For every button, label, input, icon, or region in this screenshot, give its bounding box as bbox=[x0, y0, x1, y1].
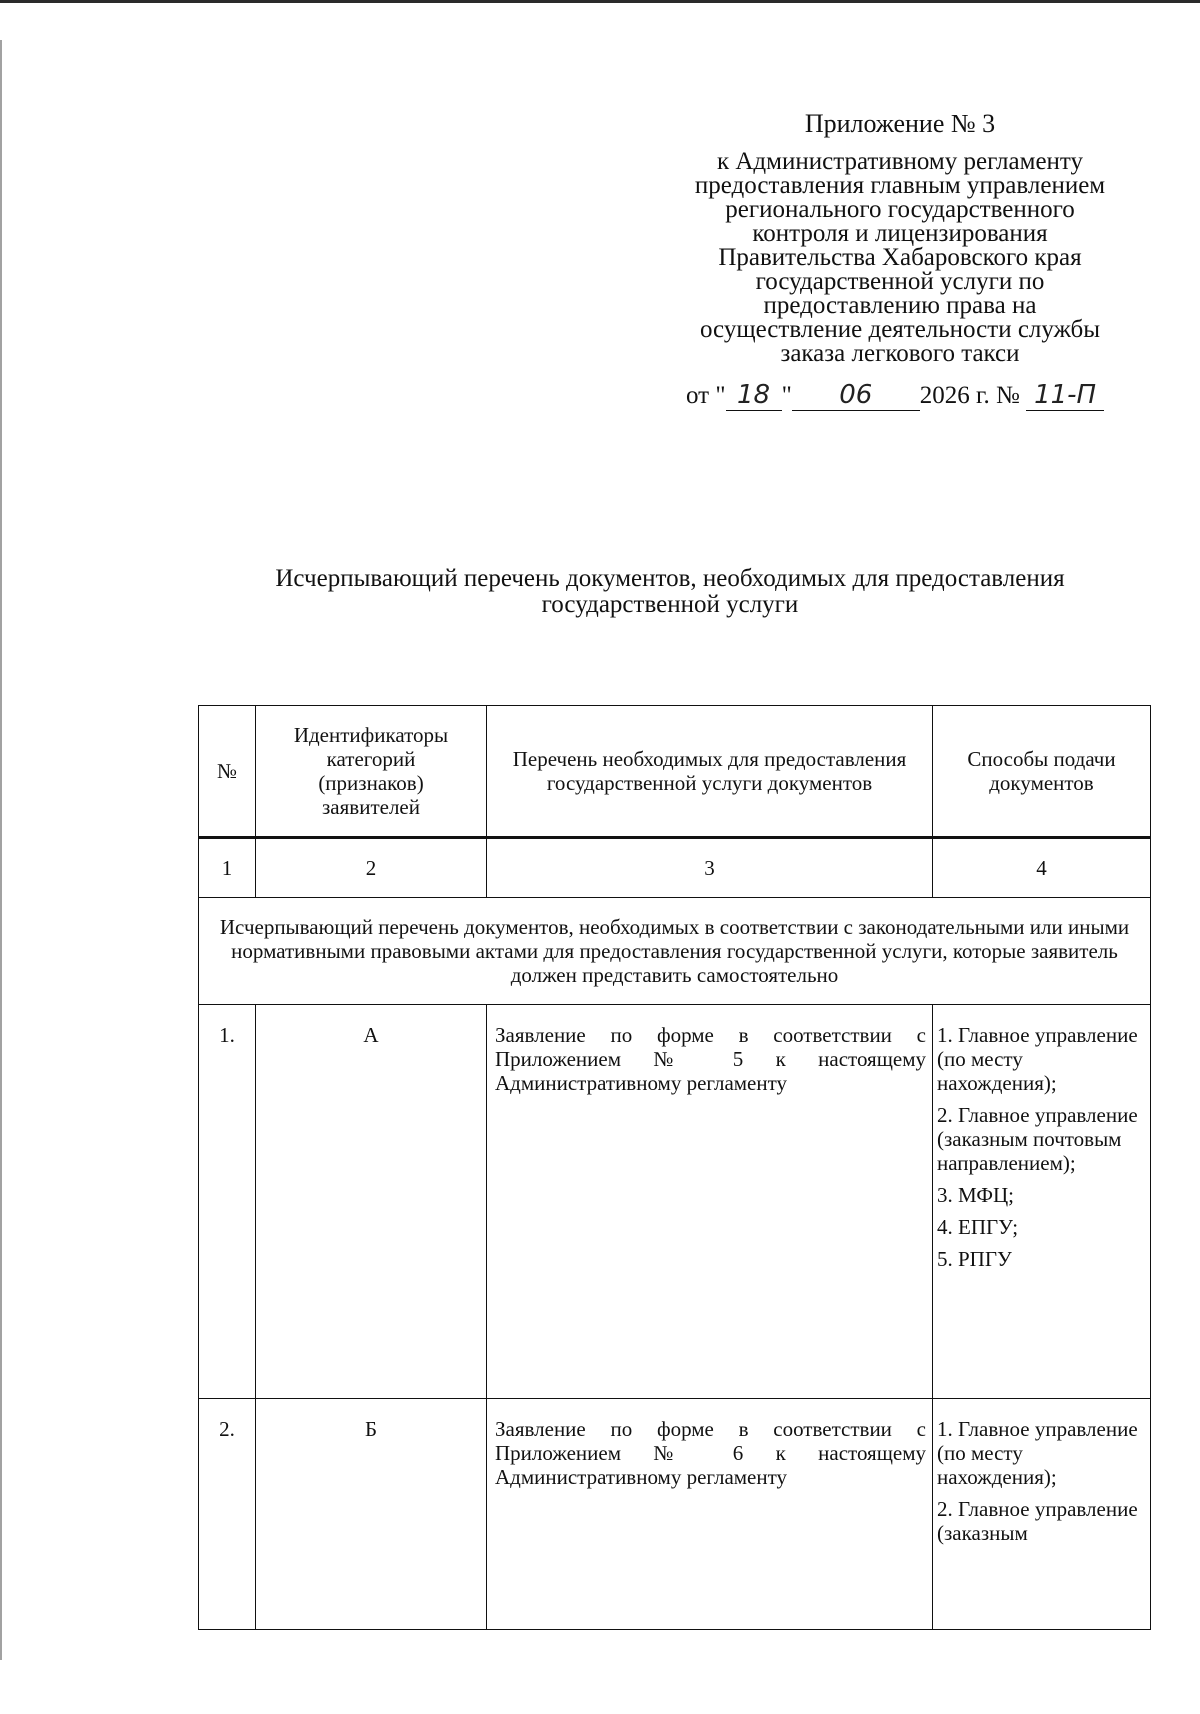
appendix-title: Приложение № 3 bbox=[804, 109, 996, 138]
row-number: 2. bbox=[199, 1399, 256, 1630]
column-number-cell: 2 bbox=[256, 838, 487, 898]
appendix-block bbox=[650, 109, 1150, 367]
date-quote: " bbox=[781, 382, 792, 409]
header-cell-number: № bbox=[199, 706, 256, 838]
appendix-date-line bbox=[686, 382, 1156, 411]
column-number-cell: 4 bbox=[933, 838, 1151, 898]
method-item: 1. Главное управление (по месту нахождения); bbox=[937, 1417, 1138, 1489]
row-document: Заявление по форме в соответствии с Приложением № 5 к настоящему Административному регламенту bbox=[487, 1005, 933, 1399]
appendix-line: к Административному регламенту bbox=[716, 148, 1084, 175]
header-cell-documents: Перечень необходимых для предоставления государственной услуги документов bbox=[487, 706, 933, 838]
heading-line-1: Исчерпывающий перечень документов, необходимых для предоставления bbox=[275, 565, 1065, 592]
header-cell-methods: Способы подачи документов bbox=[933, 706, 1151, 838]
scan-border-left bbox=[0, 40, 2, 1660]
date-year: 2026 г. № bbox=[919, 382, 1020, 409]
appendix-line: предоставлению права на bbox=[763, 292, 1037, 319]
heading-line-2: государственной услуги bbox=[541, 591, 799, 618]
row-category: Б bbox=[256, 1399, 487, 1630]
appendix-line: предоставления главным управлением bbox=[694, 172, 1106, 199]
appendix-line: контроля и лицензирования bbox=[752, 220, 1048, 247]
method-item: 3. МФЦ; bbox=[937, 1183, 1014, 1207]
method-item: 1. Главное управление (по месту нахождения); bbox=[937, 1023, 1138, 1095]
document-heading bbox=[200, 566, 1140, 618]
handwritten-month: 06 bbox=[792, 382, 920, 411]
row-category: А bbox=[256, 1005, 487, 1399]
method-item: 2. Главное управление (заказным bbox=[937, 1497, 1138, 1545]
table-row bbox=[199, 1005, 1151, 1399]
date-prefix: от " bbox=[686, 382, 726, 409]
appendix-line: регионального государственного bbox=[725, 196, 1075, 223]
row-methods bbox=[933, 1005, 1151, 1399]
table-row bbox=[199, 1399, 1151, 1630]
handwritten-number: 11-П bbox=[1026, 382, 1104, 411]
section-title-row bbox=[199, 898, 1151, 1005]
row-methods bbox=[933, 1399, 1151, 1630]
header-cell-category: Идентификаторы категорий (признаков) заявителей bbox=[256, 706, 487, 838]
method-item: 4. ЕПГУ; bbox=[937, 1215, 1019, 1239]
handwritten-day: 18 bbox=[726, 382, 782, 411]
appendix-line: заказа легкового такси bbox=[780, 340, 1020, 367]
method-item: 2. Главное управление (заказным почтовым направлением); bbox=[937, 1103, 1138, 1175]
column-number-cell: 1 bbox=[199, 838, 256, 898]
row-number: 1. bbox=[199, 1005, 256, 1399]
appendix-line: Правительства Хабаровского края bbox=[718, 244, 1082, 271]
method-item: 5. РПГУ bbox=[937, 1247, 1012, 1271]
row-document: Заявление по форме в соответствии с Приложением № 6 к настоящему Административному регламенту bbox=[487, 1399, 933, 1630]
documents-table bbox=[198, 705, 1151, 1630]
scan-border-top bbox=[0, 0, 1200, 3]
table-header-row bbox=[199, 706, 1151, 838]
column-number-row bbox=[199, 838, 1151, 898]
appendix-line: осуществление деятельности службы bbox=[699, 316, 1101, 343]
section-title-cell: Исчерпывающий перечень документов, необходимых в соответствии с законодательными или иными нормативными правовыми актами для предоставления государственной услуги, которые заявитель должен представить самостоятельно bbox=[199, 898, 1151, 1005]
column-number-cell: 3 bbox=[487, 838, 933, 898]
appendix-line: государственной услуги по bbox=[755, 268, 1045, 295]
